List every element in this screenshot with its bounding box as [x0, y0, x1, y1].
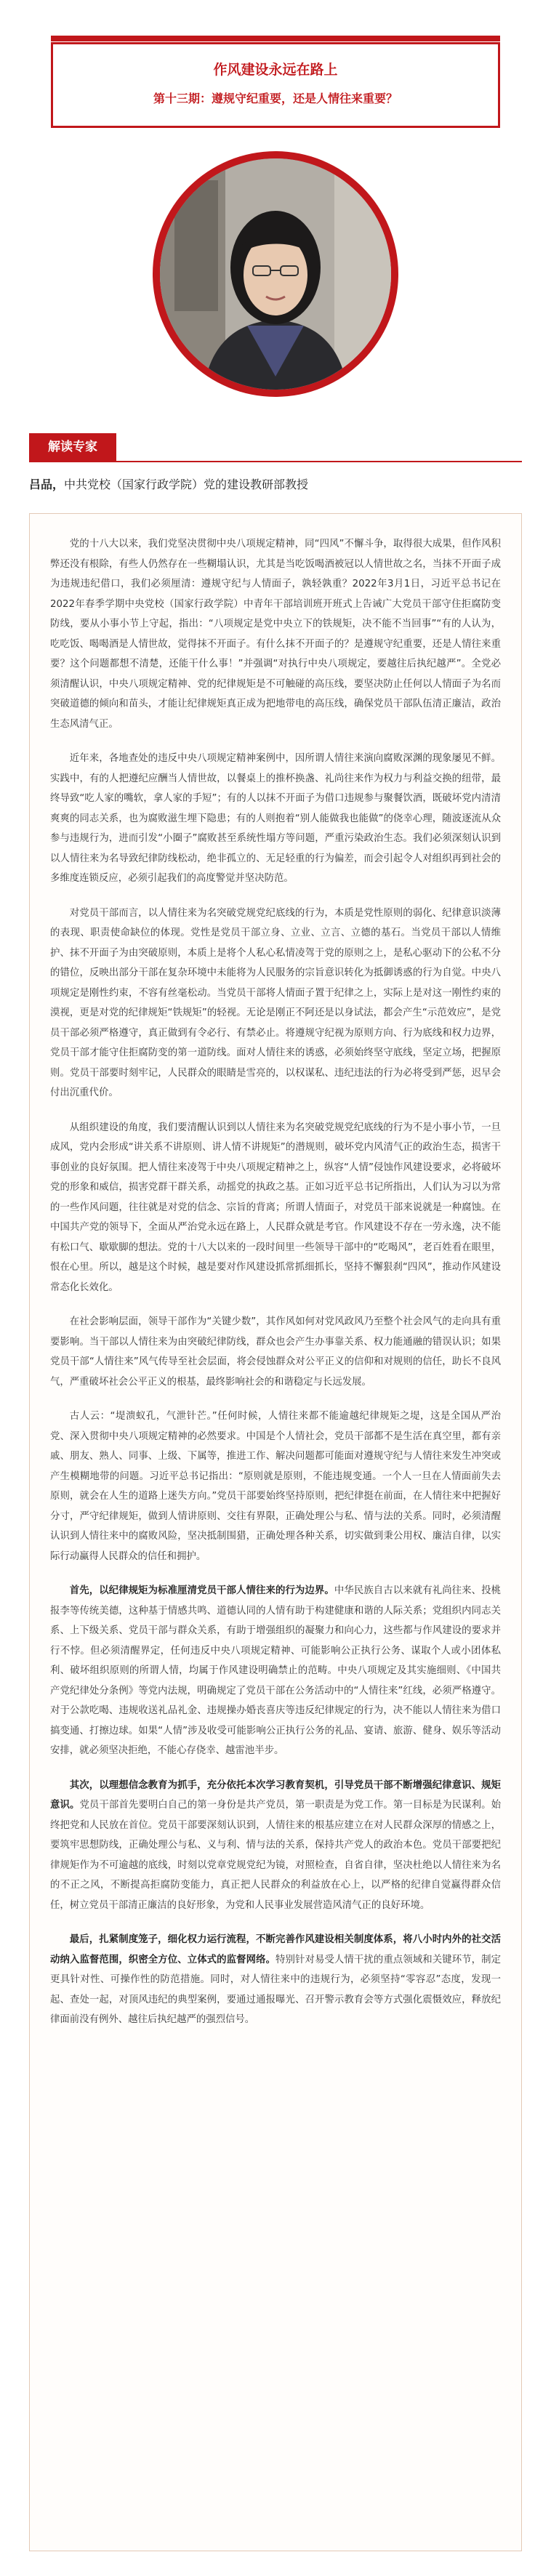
paragraph: 在社会影响层面，领导干部作为“关键少数”，其作风如何对党风政风乃至整个社会风气的走向具有重要影响。当干部以人情往来为由突破纪律防线，群众也会产生办事靠关系、权力能通融的错误认识；如果党员干部“人情往来”风气传导至社会层面，将会侵蚀群众对公平正义的信仰和对规则的信任，助长不良风气，严重破坏社会公平正义的根基，最终影响社会的和谐稳定与长远发展。	[50, 1316, 501, 1388]
paragraph-lead: 最后，扎紧制度笼子，细化权力运行流程，不断完善作风建设相关制度体系，将八小时内外的社交活动纳入监督范围，织密全方位、立体式的监督网络。	[50, 1934, 501, 1965]
paragraph: 对党员干部而言，以人情往来为名突破党规党纪底线的行为，本质是党性原则的弱化、纪律意识淡薄的表现、职责使命缺位的体现。党性是党员干部立身、立业、立言、立德的基石。当党员干部以人情维护、抹不开面子为由突破原则，本质上是将个人私心私情凌驾于党的原则之上，是私心驱动下的公私不分的错位，反映出部分干部在复杂环境中未能将为人民服务的宗旨意识转化为抵御诱惑的行为自觉。中央八项规定是刚性约束，不容有丝毫松动。当党员干部将人情面子置于纪律之上，实际上是对这一刚性约束的漠视，更是对党的纪律规矩“铁规矩”的轻视。无论是刚正不阿还是以身试法，都会产生“示范效应”，是党员干部必须严格遵守，真正做到有令必行、有禁必止。将遵规守纪视为原则方向、行为底线和权力边界，党员干部才能守住拒腐防变的第一道防线。面对人情往来的诱惑，必须始终坚守底线，坚定立场，把握原则。党员干部要时刻牢记，人民群众的眼睛是雪亮的，以权谋私、违纪违法的行为必将受到严惩，迟早会付出沉重代价。	[50, 907, 501, 1098]
expert-portrait-image	[160, 158, 391, 390]
author-title: 中共党校（国家行政学院）党的建设教研部教授	[64, 478, 309, 491]
paragraph-second-measure: 其次，以理想信念教育为抓手，充分依托本次学习教育契机，引导党员干部不断增强纪律意识、规矩意识。党员干部首先要明白自己的第一身份是共产党员，第一职责是为党工作。第一目标是为民谋利。始终把党和人民放在首位。党员干部要深刻认识到，人情往来的根基应建立在对人民群众深厚的情感之上，要筑牢思想防线，正确处理公与私、义与利、情与法的关系，保持共产党人的政治本色。党员干部要把纪律规矩作为不可逾越的底线，时刻以党章党规党纪为镜，对照检查，自省自律，坚决杜绝以人情往来为名的不正之风，不断提高拒腐防变能力，真正把人民群众的利益放在心上，以严格的纪律自觉赢得群众信任，树立党员干部清正廉洁的良好形象，为党和人民事业发展营造风清气正的良好环境。	[50, 1779, 502, 1911]
header-banner	[51, 42, 500, 128]
paragraph-final-measure: 最后，扎紧制度笼子，细化权力运行流程，不断完善作风建设相关制度体系，将八小时内外的社交活动纳入监督范围，织密全方位、立体式的监督网络。特别针对易受人情干扰的重点领域和关键环节，制定更具针对性、可操作性的防范措施。同时，对人情往来中的违规行为，必须坚持“零容忍”态度，发现一起、查处一起，对顶风违纪的典型案例，要通过通报曝光、召开警示教育会等方式强化震慑效应，释放纪律面前没有例外、越往后执纪越严的强烈信号。	[50, 1934, 502, 2025]
paragraph-lead: 首先，以纪律规矩为标准厘清党员干部人情往来的行为边界。	[69, 1585, 334, 1596]
paragraph: 党的十八大以来，我们党坚决贯彻中央八项规定精神，同“四风”不懈斗争，取得很大成果，但作风积弊还没有根除，有些人仍然存在一些糊塌认识，尤其是当吃饭喝酒被冠以人情世故之名，当抹不开面子成为违规违纪借口，我们必须厘清：遵规守纪与人情面子，孰轻孰重？2022年3月1日，习近平总书记在2022年春季学期中央党校（国家行政学院）中青年干部培训班开班式上告诫广大党员干部守住拒腐防变防线，要从小事小节上守起，指出：“八项规定是党中央立下的铁规矩，决不能不当回事”“有的人认为，吃吃饭、喝喝酒是人情世故，觉得抹不开面子。有什么抹不开面子的？是遵规守纪重要，还是人情往来重要？这个问题都想不清楚，还能干什么事！”并强调“对执行中央八项规定，要越往后执纪越严”。全党必须清醒认识，中央八项规定精神、党的纪律规矩是不可触碰的高压线，要坚决防止任何以人情面子为名而突破道德的倾向和苗头，才能让纪律规矩真正成为把地带电的高压线，确保党员干部队伍清正廉洁，政治生态风清气正。	[50, 539, 501, 730]
section-divider	[29, 461, 522, 462]
paragraph-lead: 其次，以理想信念教育为抓手，充分依托本次学习教育契机，引导党员干部不断增强纪律意识、规矩意识。	[50, 1779, 501, 1811]
article-box	[29, 513, 522, 2551]
page-title: 作风建设永远在路上	[213, 62, 338, 78]
paragraph-first-measure: 首先，以纪律规矩为标准厘清党员干部人情往来的行为边界。中华民族自古以来就有礼尚往来、投桃报李等传统美德，这种基于情感共鸣、道德认同的人情有助于构建健康和谐的人际关系；党组织内同志关系、上下级关系、党员干部与群众关系，有助于增强组织的凝聚力和向心力，这些都与作风建设的要求并行不悖。但必须清醒界定，任何违反中央八项规定精神、可能影响公正执行公务、谋取个人或小团体私利、破坏组织原则的所谓人情，均属于作风建设明确禁止的范畴。中央八项规定及其实施细则、《中国共产党纪律处分条例》等党内法规，明确规定了党员干部在公务活动中的“人情往来”红线，必须严格遵守。对于公款吃喝、违规收送礼品礼金、违规操办婚丧喜庆等违反纪律规定的行为，决不能以人情往来为借口搞变通、打擦边球。如果“人情”涉及收受可能影响公正执行公务的礼品、宴请、旅游、健身、娱乐等活动安排，就必须坚决拒绝，不能心存侥幸、越雷池半步。	[50, 1585, 502, 1756]
paragraph: 近年来，各地查处的违反中央八项规定精神案例中，因所谓人情往来演向腐败深渊的现象屡见不鲜。实践中，有的人把遵纪应酬当人情世故，以餐桌上的推杯换盏、礼尚往来作为权力与利益交换的纽带，最终导致“吃人家的嘴软，拿人家的手短”；有的人以抹不开面子为借口违规参与聚餐饮酒，既破坏党内清清爽爽的同志关系，也为腐败滋生埋下隐患；有的人则抱着“别人能做我也能做”的侥幸心理，随波逐流从众参与违规行为，进而引发“小圈子”腐败甚至系统性塌方等问题，严重污染政治生态。我们必须深刻认识到以人情往来为名导致纪律防线松动，绝非孤立的、无足轻重的行为偏差，而会引起令人对组织再到社会的多维度连锁反应，必须引起我们的高度警觉并坚决防范。	[50, 753, 501, 884]
expert-portrait	[160, 158, 391, 390]
section-tag: 解读专家	[29, 433, 116, 461]
paragraph: 从组织建设的角度，我们要清醒认识到以人情往来为名突破党规党纪底线的行为不是小事小节，一旦成风，党内会形成“讲关系不讲原则、讲人情不讲规矩”的潜规则，破坏党内风清气正的政治生态，损害干事创业的良好氛围。把人情往来凌驾于中央八项规定精神之上，纵容“人情”侵蚀作风建设要求，必将破坏党的形象和威信，损害党群干群关系，动摇党的执政之基。正如习近平总书记所指出，人们认为习以为常的一些作风问题，往往就是对党的信念、宗旨的背离；所谓人情面子，对党员干部来说就是一种腐蚀。在中国共产党的领导下，全面从严治党永远在路上，人民群众就是考官。作风建设不存在一劳永逸，决不能有松口气、歇歇脚的想法。党的十八大以来的一段时间里一些领导干部中的“吃喝风”，老百姓看在眼里，恨在心里。所以，越是这个时候，越是要对作风建设抓常抓细抓长，坚持不懈狠刹“四风”，推动作风建设常态化长效化。	[50, 1122, 501, 1293]
page-subtitle: 第十三期：遵规守纪重要，还是人情往来重要？	[153, 92, 398, 105]
paragraph: 古人云：“堤溃蚁孔，气泄针芒。”任何时候，人情往来都不能逾越纪律规矩之堤，这是全国从严治党、深入贯彻中央八项规定精神的必然要求。中国是个人情社会，党员干部都不是生活在真空里，都有亲戚、朋友、熟人、同事、上级、下属等，推进工作、解决问题都可能面对遵规守纪与人情往来发生冲突或产生模糊地带的问题。习近平总书记指出：“原则就是原则，不能违规变通。一个人一旦在人情面前失去原则，就会在人生的道路上迷失方向。”党员干部要始终坚持原则，把纪律挺在前面，在人情往来中把握好分寸，严守纪律规矩，做到人情讲原则、交往有界限，正确处理公与私、情与法的关系。同时，必须清醒认识到人情往来中的腐败风险，坚决抵制围猎，正确处理各种关系，切实做到秉公用权、廉洁自律，以实际行动赢得人民群众的信任和拥护。	[50, 1411, 501, 1562]
author-line	[29, 475, 308, 492]
author-name: 吕品，	[29, 478, 65, 491]
article-body	[50, 534, 501, 2045]
